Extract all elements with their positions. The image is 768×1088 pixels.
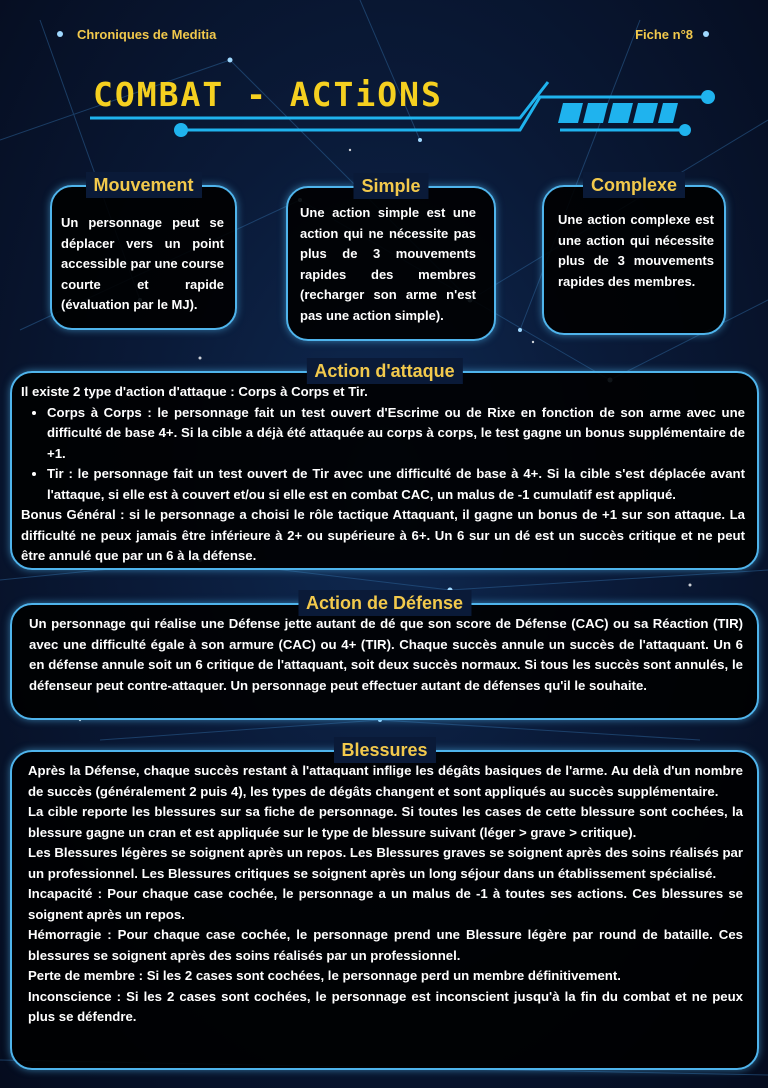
blessures-p5: Hémorragie : Pour chaque case cochée, le personnage prend une Blessure légère par round de bataille. Ces blessures se soignent après des soins réalisés par un professionnel. bbox=[28, 927, 743, 963]
defense-text: Un personnage qui réalise une Défense jette autant de dé que son score de Défense (CAC) ou sa Réaction (TIR) avec une difficulté égale à son armure (CAC) ou 4+ (TIR). Chaque succès annule un succès de l'attaquant. Un 6 en défense annule soit un 6 critique de l'attaquant, soit deux succès normaux. Si tous les succès sont annulés, le défenseur peut contre-attaquer. Un personnage peut effectuer autant de défenses qu'il le souhaite. bbox=[29, 616, 743, 693]
page-title: COMBAT - ACTiONS bbox=[93, 75, 443, 114]
complexe-title: Complexe bbox=[583, 172, 685, 198]
attaque-bullet-tir: • Tir : le personnage fait un test ouvert de Tir avec une difficulté de base à 4+. Si la cible s'est déplacée avant l'attaque, si elle est à couvert et/ou si elle est en combat CAC, un malus de -1 cumulatif est appliqué. bbox=[47, 464, 745, 505]
defense-section bbox=[10, 593, 759, 720]
defense-title: Action de Défense bbox=[298, 590, 471, 616]
simple-text: Une action simple est une action qui ne nécessite pas plus de 3 mouvements rapides des membres (recharger son arme n'est pas une action simple). bbox=[300, 205, 476, 323]
complexe-text: Une action complexe est une action qui nécessite plus de 3 mouvements rapides des membres. bbox=[558, 212, 714, 289]
blessures-title: Blessures bbox=[333, 737, 435, 763]
blessures-p2: La cible reporte les blessures sur sa fiche de personnage. Si toutes les cases de cette blessure sont cochées, la blessure gagne un cran et est appliquée sur le type de blessure suivant (léger > grave > critique). bbox=[28, 804, 743, 840]
attaque-intro: Il existe 2 type d'action d'attaque : Corps à Corps et Tir. bbox=[21, 384, 368, 399]
mouvement-card bbox=[50, 175, 237, 330]
attaque-bullet-cac: • Corps à Corps : le personnage fait un test ouvert d'Escrime ou de Rixe en fonction de son arme avec une difficulté de base 4+. Si la cible a déjà été attaquée au corps à corps, le test gagne un bonus supplémentaire de +1. bbox=[47, 403, 745, 465]
attaque-content bbox=[21, 382, 745, 567]
simple-title: Simple bbox=[353, 173, 428, 199]
blessures-content bbox=[28, 761, 743, 1028]
blessures-p4: Incapacité : Pour chaque case cochée, le personnage a un malus de -1 à toutes ses actions. Ces blessures se soignent après un repos. bbox=[28, 886, 743, 922]
simple-card bbox=[286, 176, 496, 341]
series-name: Chroniques de Meditia bbox=[77, 27, 217, 42]
sheet-number: Fiche n°8 bbox=[635, 27, 693, 42]
attaque-outro: Bonus Général : si le personnage a choisi le rôle tactique Attaquant, il gagne un bonus de +1 sur son attaque. La difficulté ne peux jamais être inférieure à 2+ ou supérieure à 6+. Un 6 sur un dé est un succès critique et ne peut être annulé que par un 6 à la défense. bbox=[21, 507, 745, 563]
blessures-p1: Après la Défense, chaque succès restant à l'attaquant inflige les dégâts basiques de l'arme. Au delà d'un nombre de succès (généralement 2 puis 4), les types de dégâts changent et sont appliqués au succès supplémentaire. bbox=[28, 763, 743, 799]
attaque-section bbox=[10, 361, 759, 570]
blessures-p6: Perte de membre : Si les 2 cases sont cochées, le personnage perd un membre définitivement. bbox=[28, 968, 621, 983]
complexe-card bbox=[542, 175, 726, 335]
blessures-section bbox=[10, 740, 759, 1070]
blessures-p7: Inconscience : Si les 2 cases sont cochées, le personnage est inconscient jusqu'à la fin du combat et ne peux plus se défendre. bbox=[28, 988, 743, 1024]
blessures-p3: Les Blessures légères se soignent après un repos. Les Blessures graves se soignent après des soins réalisés par un professionnel. Les Blessures critiques se soignent après un long séjour dans un établissement spécialisé. bbox=[28, 845, 743, 881]
mouvement-text: Un personnage peut se déplacer vers un point accessible par une course courte et rapide (évaluation par le MJ). bbox=[61, 215, 224, 312]
attaque-title: Action d'attaque bbox=[306, 358, 462, 384]
mouvement-title: Mouvement bbox=[85, 172, 201, 198]
